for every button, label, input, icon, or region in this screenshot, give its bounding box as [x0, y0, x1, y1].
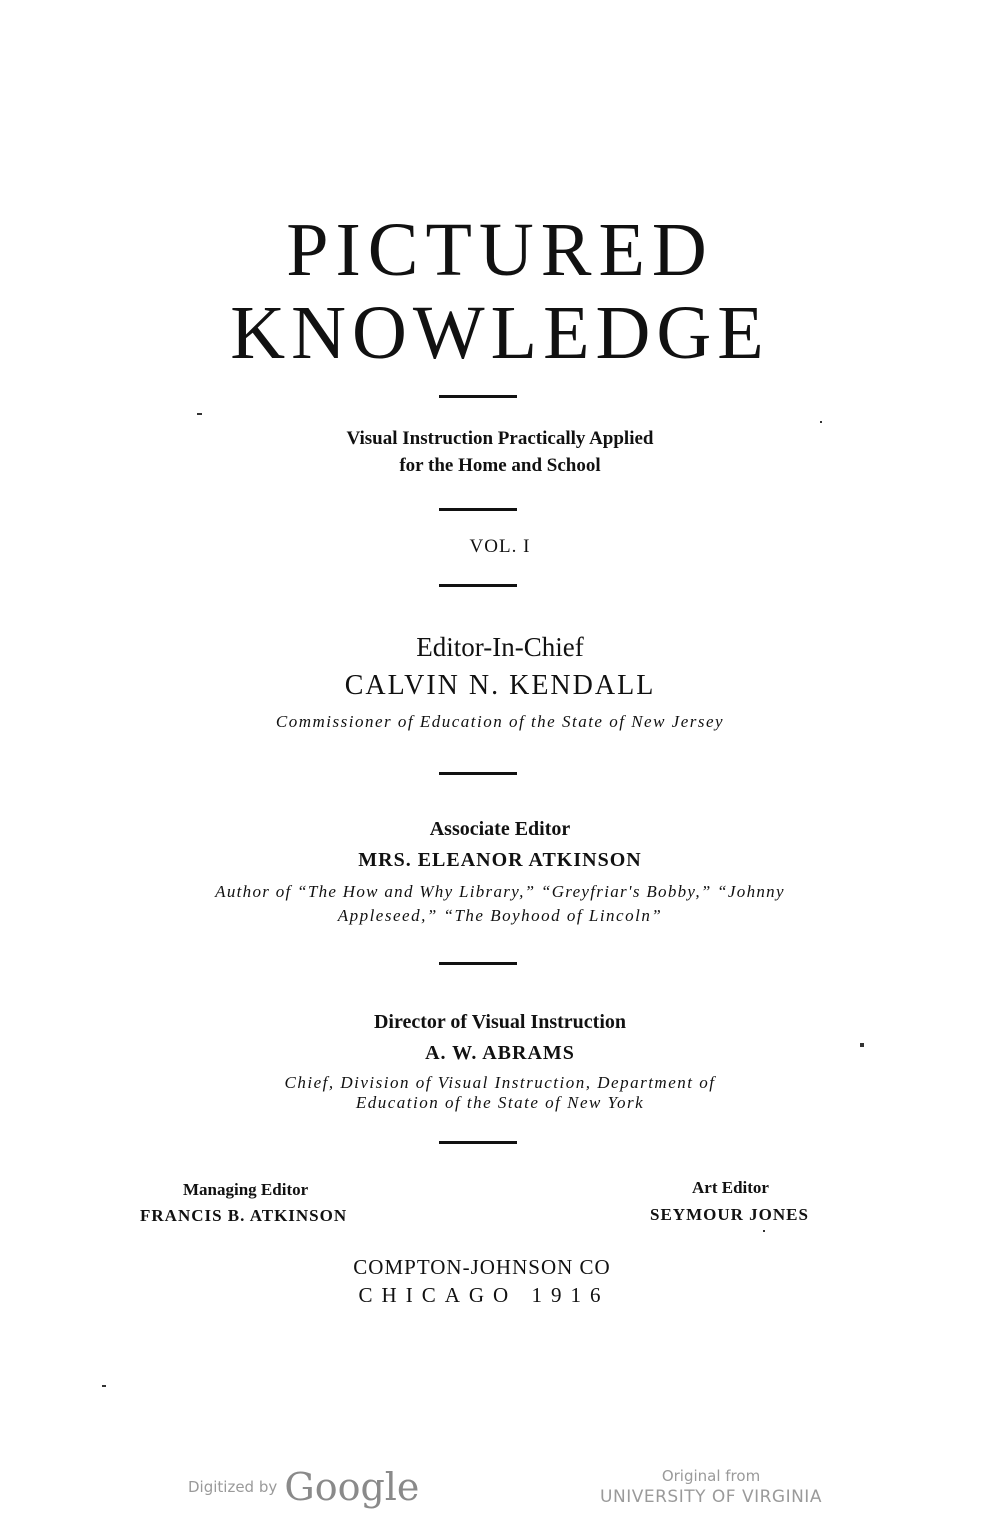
associate-editor-role: Associate Editor: [429, 818, 571, 840]
scan-speck: [860, 1043, 864, 1047]
scan-speck: [197, 413, 202, 415]
divider-rule: [439, 962, 517, 965]
divider-rule: [439, 772, 517, 775]
divider-rule: [439, 1141, 517, 1144]
digitized-by-watermark: [188, 1465, 419, 1509]
divider-rule: [439, 395, 517, 398]
associate-editor-description-line-1: Author of “The How and Why Library,” “Greyfriar's Bobby,” “Johnny: [215, 882, 785, 901]
volume-label: VOL. I: [469, 536, 531, 557]
managing-editor-role: Managing Editor: [183, 1180, 309, 1199]
title-line-2: KNOWLEDGE: [230, 291, 770, 375]
original-from-label: Original from: [661, 1467, 761, 1485]
associate-editor-description-line-2: Appleseed,” “The Boyhood of Lincoln”: [337, 906, 663, 925]
scan-speck: [102, 1385, 106, 1387]
director-role: Director of Visual Instruction: [373, 1011, 627, 1033]
director-description-line-1: Chief, Division of Visual Instruction, Department of: [284, 1073, 716, 1092]
publisher-city-year: CHICAGO 1916: [358, 1283, 610, 1307]
digitized-by-label: Digitized by: [188, 1478, 278, 1496]
subtitle-line-2: for the Home and School: [399, 455, 601, 476]
editor-in-chief-name: CALVIN N. KENDALL: [344, 670, 656, 701]
art-editor-name: SEYMOUR JONES: [650, 1205, 809, 1224]
editor-in-chief-description: Commissioner of Education of the State of New Jersey: [275, 712, 725, 731]
google-logo: Google: [284, 1465, 420, 1509]
divider-rule: [439, 584, 517, 587]
art-editor-role: Art Editor: [692, 1178, 769, 1197]
managing-editor-name: FRANCIS B. ATKINSON: [140, 1206, 348, 1225]
associate-editor-name: MRS. ELEANOR ATKINSON: [358, 849, 642, 871]
title-line-1: PICTURED: [286, 208, 714, 292]
editor-in-chief-role: Editor-In-Chief: [416, 632, 584, 662]
scan-speck: [763, 1230, 765, 1232]
scan-speck: [820, 421, 822, 423]
publisher-name: COMPTON-JOHNSON CO: [353, 1255, 611, 1279]
divider-rule: [439, 508, 517, 511]
director-name: A. W. ABRAMS: [425, 1042, 575, 1064]
director-description-line-2: Education of the State of New York: [355, 1093, 645, 1112]
institution-label: UNIVERSITY OF VIRGINIA: [600, 1487, 822, 1507]
subtitle-line-1: Visual Instruction Practically Applied: [346, 428, 654, 449]
